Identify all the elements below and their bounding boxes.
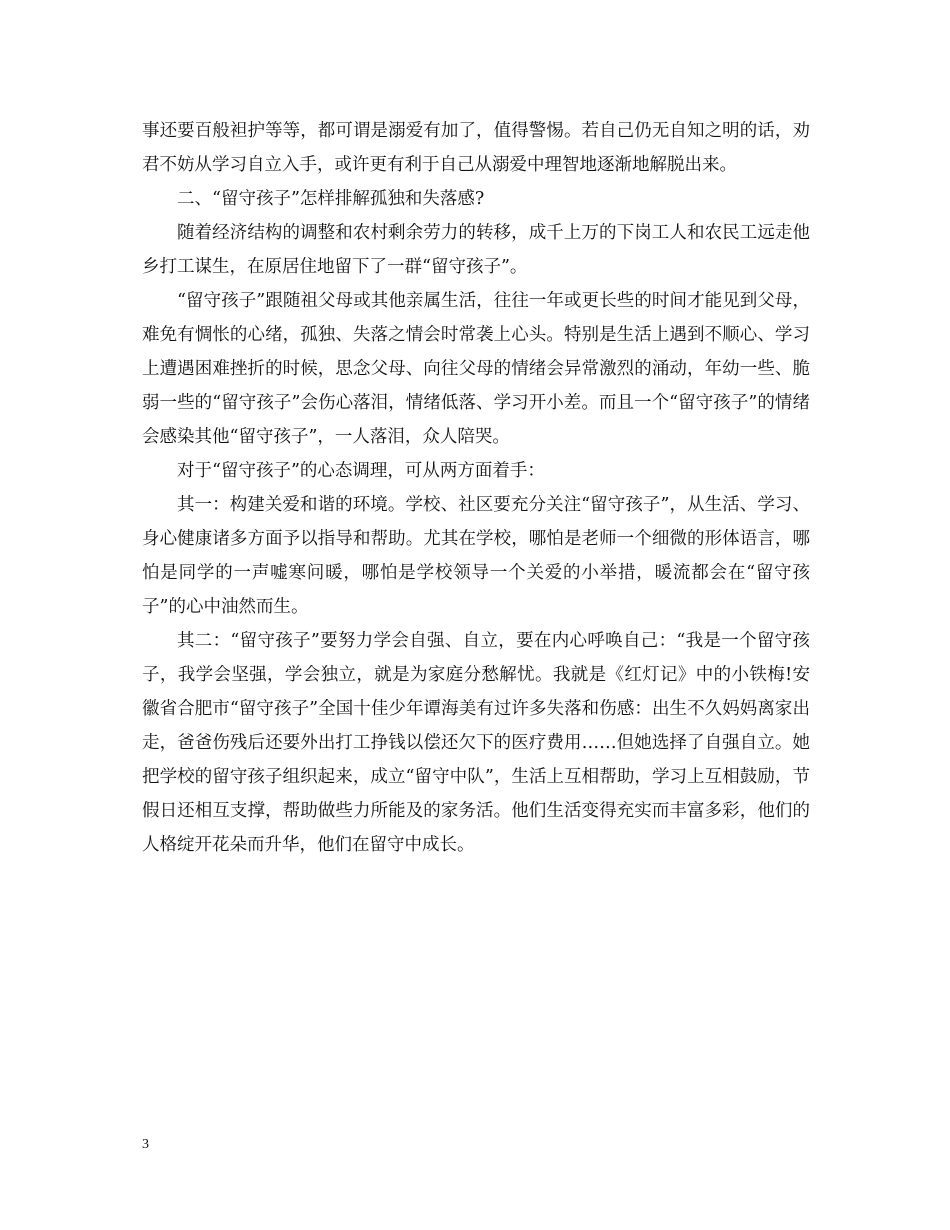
paragraph-continuation: 事还要百般袒护等等，都可谓是溺爱有加了，值得警惕。若自己仍无自知之明的话，劝君不妨从学习自立入手，或许更有利于自己从溺爱中理智地逐渐地解脱出来。 xyxy=(142,121,810,175)
section-heading: 二、“留守孩子”怎样排解孤独和失落感? xyxy=(177,189,485,209)
paragraph: 其一：构建关爱和谐的环境。学校、社区要充分关注“留守孩子”，从生活、学习、身心健康诸多方面予以指导和帮助。尤其在学校，哪怕是老师一个细微的形体语言，哪怕是同学的一声嘘寒问暖，哪怕是学校领导一个关爱的小举措，暖流都会在“留守孩子”的心中油然而生。 xyxy=(142,495,810,617)
paragraph: 对于“留守孩子”的心态调理，可从两方面着手： xyxy=(177,461,545,481)
document-body xyxy=(142,114,810,862)
paragraph: 其二：“留守孩子”要努力学会自强、自立，要在内心呼唤自己：“我是一个留守孩子，我学会坚强，学会独立，就是为家庭分愁解忧。我就是《红灯记》中的小铁梅!安徽省合肥市“留守孩子”全国十佳少年谭海美有过许多失落和伤感：出生不久妈妈离家出走，爸爸伤残后还要外出打工挣钱以偿还欠下的医疗费用……但她选择了自强自立。她把学校的留守孩子组织起来，成立“留守中队”，生活上互相帮助，学习上互相鼓励，节假日还相互支撑，帮助做些力所能及的家务活。他们生活变得充实而丰富多彩，他们的人格绽开花朵而升华，他们在留守中成长。 xyxy=(142,631,810,855)
page-number: 3 xyxy=(142,1137,149,1152)
paragraph: 随着经济结构的调整和农村剩余劳力的转移，成千上万的下岗工人和农民工远走他乡打工谋生，在原居住地留下了一群“留守孩子”。 xyxy=(142,223,810,277)
paragraph: “留守孩子”跟随祖父母或其他亲属生活，往往一年或更长些的时间才能见到父母，难免有惆怅的心绪，孤独、失落之情会时常袭上心头。特别是生活上遇到不顺心、学习上遭遇困难挫折的时候，思念父母、向往父母的情绪会异常激烈的涌动，年幼一些、脆弱一些的“留守孩子”会伤心落泪，情绪低落、学习开小差。而且一个“留守孩子”的情绪会感染其他“留守孩子”，一人落泪，众人陪哭。 xyxy=(142,291,810,447)
